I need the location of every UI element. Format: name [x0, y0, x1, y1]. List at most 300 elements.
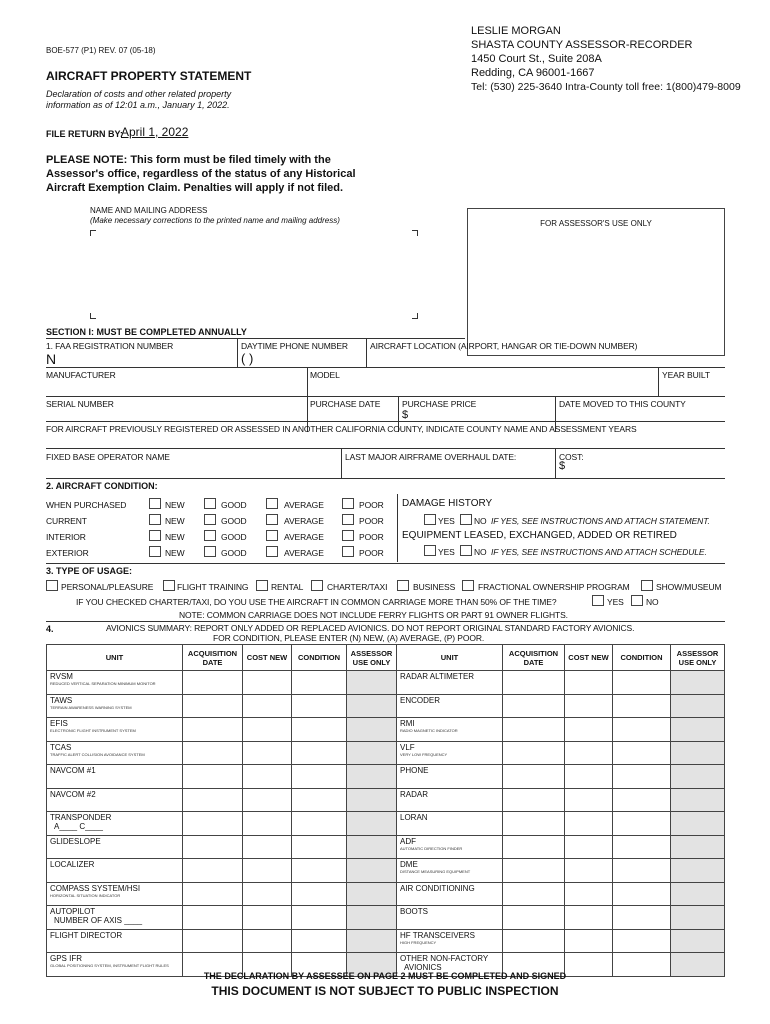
avionics-unit-description: TRAFFIC ALERT COLLISION AVOIDANCE SYSTEM — [50, 751, 145, 757]
section2-title: 2. AIRCRAFT CONDITION: — [46, 481, 158, 491]
acquisition-date-input[interactable] — [503, 835, 565, 859]
avionics-unit-name: RMI — [400, 719, 415, 728]
avionics-header-row — [47, 645, 725, 671]
assessor-office: SHASTA COUNTY ASSESSOR-RECORDER — [471, 39, 693, 51]
condition-input[interactable] — [613, 882, 671, 906]
cost-label: COST: — [559, 452, 584, 462]
condition-input[interactable] — [613, 694, 671, 718]
avionics-unit-cell — [47, 788, 183, 812]
address-note: (Make necessary corrections to the printed name and mailing address) — [90, 216, 340, 225]
avionics-unit-cell — [397, 694, 503, 718]
cond-option: NEW — [165, 500, 185, 510]
acquisition-date-input[interactable] — [503, 859, 565, 883]
condition-input[interactable] — [613, 929, 671, 953]
condition-input[interactable] — [292, 812, 347, 836]
avionics-unit-extra[interactable]: A____ C____ — [54, 822, 103, 831]
col-condition: CONDITION — [292, 645, 347, 671]
avionics-row — [47, 929, 725, 953]
address-label: NAME AND MAILING ADDRESS — [90, 206, 208, 215]
col-assessor-use: ASSESSOR USE ONLY — [347, 645, 397, 671]
cost-new-input[interactable] — [243, 671, 292, 695]
avionics-unit-cell — [47, 812, 183, 836]
assessor-use-cell — [347, 671, 397, 695]
cond-row-label: INTERIOR — [46, 532, 86, 542]
assessor-street: 1450 Court St., Suite 208A — [471, 53, 602, 65]
acquisition-date-input[interactable] — [183, 671, 243, 695]
condition-input[interactable] — [292, 906, 347, 930]
avionics-unit-name: RADAR ALTIMETER — [400, 672, 475, 681]
condition-input[interactable] — [613, 812, 671, 836]
condition-input[interactable] — [613, 859, 671, 883]
avionics-row — [47, 906, 725, 930]
file-return-date: April 1, 2022 — [121, 125, 189, 139]
avionics-unit-name: FLIGHT DIRECTOR — [50, 930, 123, 940]
equipment-yes-checkbox[interactable] — [424, 545, 436, 556]
col-cost-new: COST NEW — [243, 645, 292, 671]
cond-poor-checkbox[interactable] — [342, 546, 354, 557]
condition-input[interactable] — [613, 671, 671, 695]
cond-poor-checkbox[interactable] — [342, 514, 354, 525]
avionics-unit-cell — [47, 882, 183, 906]
cond-option: GOOD — [221, 532, 247, 542]
acquisition-date-input[interactable] — [503, 741, 565, 765]
cond-option: GOOD — [221, 500, 247, 510]
charter-no-label: NO — [646, 597, 659, 607]
avionics-unit-name: ENCODER — [400, 695, 441, 705]
cond-good-checkbox[interactable] — [204, 514, 216, 525]
cond-good-checkbox[interactable] — [204, 546, 216, 557]
avionics-unit-name: OTHER NON-FACTORY — [400, 954, 489, 963]
equipment-no-label: NO — [474, 547, 487, 557]
avionics-unit-name: VLF — [400, 742, 415, 752]
avionics-unit-description: REDUCED VERTICAL SEPARATION MINIMUM MONITOR — [50, 681, 156, 686]
avionics-unit-cell — [397, 906, 503, 930]
assessor-use-cell — [347, 812, 397, 836]
usage-option: FLIGHT TRAINING — [177, 582, 249, 592]
acquisition-date-input[interactable] — [183, 765, 243, 789]
cost-new-input[interactable] — [243, 788, 292, 812]
avionics-unit-description: DISTANCE MEASURING EQUIPMENT — [400, 869, 471, 874]
cond-new-checkbox[interactable] — [149, 514, 161, 525]
assessor-name: LESLIE MORGAN — [471, 25, 561, 37]
avionics-unit-cell — [397, 718, 503, 742]
address-corner-tr — [412, 230, 418, 236]
damage-yes-checkbox[interactable] — [424, 514, 436, 525]
avionics-unit-cell — [397, 859, 503, 883]
avionics-unit-name: NAVCOM #2 — [50, 789, 96, 799]
acquisition-date-input[interactable] — [183, 718, 243, 742]
condition-input[interactable] — [292, 835, 347, 859]
avionics-unit-name: DME — [400, 860, 418, 869]
cost-new-input[interactable] — [565, 835, 613, 859]
cond-average-checkbox[interactable] — [266, 498, 278, 509]
usage-option: CHARTER/TAXI — [327, 582, 388, 592]
form-id: BOE-577 (P1) REV. 07 (05-18) — [46, 46, 156, 55]
cost-new-input[interactable] — [565, 671, 613, 695]
avionics-row — [47, 765, 725, 789]
serial-label: SERIAL NUMBER — [46, 399, 114, 409]
condition-input[interactable] — [613, 765, 671, 789]
footer-line1: THE DECLARATION BY ASSESSEE ON PAGE 2 MUST BE COMPLETED AND SIGNED — [203, 971, 567, 981]
cost-new-input[interactable] — [243, 882, 292, 906]
avionics-unit-description: ELECTRONIC FLIGHT INSTRUMENT SYSTEM — [50, 728, 136, 733]
avionics-unit-name: ADF — [400, 836, 416, 846]
acquisition-date-input[interactable] — [183, 788, 243, 812]
assessor-city: Redding, CA 96001-1667 — [471, 67, 595, 79]
avionics-unit-cell — [47, 718, 183, 742]
acquisition-date-input[interactable] — [183, 812, 243, 836]
address-corner-br — [412, 313, 418, 319]
charter-no-checkbox[interactable] — [631, 595, 643, 606]
assessor-use-cell — [347, 765, 397, 789]
assessor-use-cell — [671, 718, 725, 742]
usage-rental-checkbox[interactable] — [256, 580, 268, 591]
cost-dollar[interactable]: $ — [559, 460, 566, 472]
cost-new-input[interactable] — [243, 859, 292, 883]
cost-new-input[interactable] — [565, 694, 613, 718]
acquisition-date-input[interactable] — [503, 671, 565, 695]
avionics-unit-cell — [47, 741, 183, 765]
cond-good-checkbox[interactable] — [204, 530, 216, 541]
avionics-unit-cell — [47, 859, 183, 883]
avionics-unit-name: HF TRANSCEIVERS — [400, 930, 475, 940]
usage-fractional-checkbox[interactable] — [462, 580, 474, 591]
avionics-summary-line2: FOR CONDITION, PLEASE ENTER (N) NEW, (A) AVERAGE, (P) POOR. — [213, 633, 485, 643]
cost-new-input[interactable] — [565, 765, 613, 789]
cond-option: POOR — [359, 500, 384, 510]
note-line1: PLEASE NOTE: This form must be filed timely with the — [46, 154, 331, 166]
avionics-unit-description: AUTOMATIC DIRECTION FINDER — [400, 845, 463, 851]
cond-option: AVERAGE — [284, 532, 324, 542]
acquisition-date-input[interactable] — [503, 694, 565, 718]
avionics-unit-cell — [397, 671, 503, 695]
prev-assessed-label: FOR AIRCRAFT PREVIOUSLY REGISTERED OR ASSESSED IN ANOTHER CALIFORNIA COUNTY, INDICATE COUNTY NAME AND ASSESSMENT YEARS — [46, 424, 637, 434]
assessor-use-cell — [347, 694, 397, 718]
col-acquisition-date: ACQUISITION DATE — [183, 645, 243, 671]
damage-no-label: NO — [474, 516, 487, 526]
avionics-unit-description: HIGH FREQUENCY — [400, 939, 437, 945]
assessor-use-cell — [347, 835, 397, 859]
col-acquisition-date: ACQUISITION DATE — [503, 645, 565, 671]
cost-new-input[interactable] — [243, 929, 292, 953]
condition-input[interactable] — [292, 882, 347, 906]
assessor-use-cell — [347, 906, 397, 930]
date-moved-label: DATE MOVED TO THIS COUNTY — [559, 399, 686, 409]
assessor-use-cell — [671, 788, 725, 812]
cost-new-input[interactable] — [565, 906, 613, 930]
cond-new-checkbox[interactable] — [149, 546, 161, 557]
avionics-unit-name: RADAR — [400, 789, 429, 799]
condition-input[interactable] — [292, 694, 347, 718]
avionics-table — [46, 644, 725, 977]
avionics-row — [47, 882, 725, 906]
cost-new-input[interactable] — [243, 906, 292, 930]
cond-poor-checkbox[interactable] — [342, 530, 354, 541]
assessor-use-cell — [347, 741, 397, 765]
cond-option: AVERAGE — [284, 516, 324, 526]
cost-new-input[interactable] — [565, 741, 613, 765]
fbo-label: FIXED BASE OPERATOR NAME — [46, 452, 170, 462]
cost-new-input[interactable] — [243, 812, 292, 836]
avionics-unit-name: GLIDESLOPE — [50, 836, 101, 846]
acquisition-date-input[interactable] — [503, 906, 565, 930]
acquisition-date-input[interactable] — [183, 859, 243, 883]
condition-input[interactable] — [292, 788, 347, 812]
acquisition-date-input[interactable] — [183, 741, 243, 765]
charter-question: IF YOU CHECKED CHARTER/TAXI, DO YOU USE THE AIRCRAFT IN COMMON CARRIAGE MORE THAN 50% OF THE TIME? — [76, 597, 557, 607]
condition-input[interactable] — [613, 835, 671, 859]
acquisition-date-input[interactable] — [183, 835, 243, 859]
cost-new-input[interactable] — [243, 765, 292, 789]
assessor-use-cell — [671, 741, 725, 765]
section4-number: 4. — [46, 624, 54, 634]
footer-line2: THIS DOCUMENT IS NOT SUBJECT TO PUBLIC INSPECTION — [211, 984, 559, 998]
cond-option: POOR — [359, 548, 384, 558]
avionics-unit-name: PHONE — [400, 766, 429, 775]
assessor-use-cell — [671, 812, 725, 836]
damage-history-title: DAMAGE HISTORY — [402, 498, 493, 509]
damage-no-checkbox[interactable] — [460, 514, 472, 525]
condition-input[interactable] — [292, 765, 347, 789]
cond-option: NEW — [165, 516, 185, 526]
avionics-unit-description: HORIZONTAL SITUATION INDICATOR — [50, 892, 121, 898]
cond-average-checkbox[interactable] — [266, 514, 278, 525]
assessor-use-cell — [347, 788, 397, 812]
usage-training-checkbox[interactable] — [163, 580, 175, 591]
faa-label: 1. FAA REGISTRATION NUMBER — [46, 341, 174, 351]
avionics-unit-cell — [397, 765, 503, 789]
condition-input[interactable] — [292, 929, 347, 953]
subtitle-line1: Declaration of costs and other related property — [46, 89, 232, 99]
assessor-use-cell — [347, 718, 397, 742]
assessor-use-cell — [671, 882, 725, 906]
purchase-date-label: PURCHASE DATE — [310, 399, 381, 409]
avionics-unit-cell — [397, 882, 503, 906]
acquisition-date-input[interactable] — [503, 929, 565, 953]
phone-label: DAYTIME PHONE NUMBER — [241, 341, 348, 351]
assessor-use-cell — [671, 694, 725, 718]
usage-charter-checkbox[interactable] — [311, 580, 323, 591]
equipment-no-checkbox[interactable] — [460, 545, 472, 556]
cond-average-checkbox[interactable] — [266, 546, 278, 557]
condition-input[interactable] — [292, 859, 347, 883]
avionics-unit-name: COMPASS SYSTEM/HSI — [50, 883, 141, 893]
acquisition-date-input[interactable] — [183, 929, 243, 953]
avionics-unit-name: EFIS — [50, 719, 68, 728]
cost-new-input[interactable] — [565, 718, 613, 742]
usage-option: BUSINESS — [413, 582, 456, 592]
equipment-yes-label: YES — [438, 547, 455, 557]
purchase-price-label: PURCHASE PRICE — [402, 399, 477, 409]
avionics-unit-name: GPS IFR — [50, 954, 83, 963]
assessor-use-cell — [671, 906, 725, 930]
section3-title: 3. TYPE OF USAGE: — [46, 566, 133, 576]
page-title: AIRCRAFT PROPERTY STATEMENT — [46, 69, 252, 83]
avionics-unit-cell — [397, 812, 503, 836]
condition-input[interactable] — [292, 671, 347, 695]
cost-new-input[interactable] — [243, 718, 292, 742]
cond-row-label: CURRENT — [46, 516, 87, 526]
cond-option: GOOD — [221, 516, 247, 526]
avionics-unit-name: RVSM — [50, 672, 73, 681]
avionics-unit-cell — [397, 929, 503, 953]
charter-yes-checkbox[interactable] — [592, 595, 604, 606]
condition-input[interactable] — [292, 718, 347, 742]
avionics-row — [47, 812, 725, 836]
assessor-use-cell — [671, 835, 725, 859]
condition-input[interactable] — [292, 741, 347, 765]
overhaul-label: LAST MAJOR AIRFRAME OVERHAUL DATE: — [345, 452, 517, 462]
assessor-use-cell — [671, 765, 725, 789]
avionics-unit-extra[interactable]: NUMBER OF AXIS ____ — [54, 916, 143, 925]
usage-option: PERSONAL/PLEASURE — [61, 582, 154, 592]
cond-option: POOR — [359, 516, 384, 526]
col-unit: UNIT — [397, 645, 503, 671]
file-return-label: FILE RETURN BY: — [46, 129, 123, 139]
usage-option: RENTAL — [271, 582, 304, 592]
acquisition-date-input[interactable] — [503, 882, 565, 906]
usage-museum-checkbox[interactable] — [641, 580, 653, 591]
avionics-unit-cell — [397, 741, 503, 765]
avionics-unit-cell — [397, 835, 503, 859]
usage-option: FRACTIONAL OWNERSHIP PROGRAM — [478, 582, 630, 592]
equipment-title: EQUIPMENT LEASED, EXCHANGED, ADDED OR RETIRED — [402, 530, 677, 541]
avionics-unit-cell — [47, 929, 183, 953]
cond-average-checkbox[interactable] — [266, 530, 278, 541]
address-corner-bl — [90, 313, 96, 319]
avionics-unit-name: BOOTS — [400, 907, 429, 916]
avionics-unit-cell — [47, 671, 183, 695]
cond-option: NEW — [165, 532, 185, 542]
assessor-use-cell — [347, 929, 397, 953]
avionics-row — [47, 694, 725, 718]
faa-prefix[interactable]: N — [46, 351, 57, 367]
condition-input[interactable] — [613, 718, 671, 742]
carriage-note: NOTE: COMMON CARRIAGE DOES NOT INCLUDE FERRY FLIGHTS OR PART 91 OWNER FLIGHTS. — [179, 610, 568, 620]
assessor-use-label: FOR ASSESSOR'S USE ONLY — [540, 219, 652, 228]
avionics-unit-cell — [47, 835, 183, 859]
condition-input[interactable] — [613, 741, 671, 765]
condition-input[interactable] — [613, 906, 671, 930]
avionics-unit-name: LORAN — [400, 813, 428, 822]
avionics-unit-cell — [397, 788, 503, 812]
cost-new-input[interactable] — [565, 812, 613, 836]
cond-new-checkbox[interactable] — [149, 530, 161, 541]
cond-good-checkbox[interactable] — [204, 498, 216, 509]
cost-new-input[interactable] — [565, 788, 613, 812]
cost-new-input[interactable] — [243, 835, 292, 859]
assessor-use-cell — [671, 859, 725, 883]
avionics-unit-cell — [47, 906, 183, 930]
acquisition-date-input[interactable] — [503, 765, 565, 789]
avionics-row — [47, 741, 725, 765]
cost-new-input[interactable] — [565, 929, 613, 953]
usage-business-checkbox[interactable] — [397, 580, 409, 591]
usage-option: SHOW/MUSEUM — [656, 582, 722, 592]
year-built-label: YEAR BUILT — [662, 370, 710, 380]
avionics-unit-name: LOCALIZER — [50, 860, 95, 869]
assessor-use-cell — [671, 929, 725, 953]
cond-option: GOOD — [221, 548, 247, 558]
assessor-use-cell — [671, 671, 725, 695]
col-unit: UNIT — [47, 645, 183, 671]
avionics-unit-name: NAVCOM #1 — [50, 766, 96, 775]
note-line2: Assessor's office, regardless of the status of any Historical — [46, 168, 356, 180]
avionics-unit-name: AUTOPILOT — [50, 907, 96, 916]
avionics-unit-name: TCAS — [50, 742, 72, 752]
damage-note: IF YES, SEE INSTRUCTIONS AND ATTACH STATEMENT. — [491, 516, 710, 526]
assessor-use-cell — [347, 882, 397, 906]
avionics-unit-description: TERRAIN AWARENESS WARNING SYSTEM — [50, 704, 132, 710]
acquisition-date-input[interactable] — [183, 906, 243, 930]
section1-title: SECTION I: MUST BE COMPLETED ANNUALLY — [46, 327, 247, 337]
col-condition: CONDITION — [613, 645, 671, 671]
avionics-unit-cell — [47, 694, 183, 718]
charter-yes-label: YES — [607, 597, 624, 607]
avionics-unit-description: GLOBAL POSITIONING SYSTEM, INSTRUMENT FLIGHT RULES — [50, 963, 169, 968]
avionics-unit-name: TAWS — [50, 695, 73, 705]
avionics-summary-line1: AVIONICS SUMMARY: REPORT ONLY ADDED OR REPLACED AVIONICS. DO NOT REPORT ORIGINAL STANDARD FACTORY AVIONICS. — [106, 623, 635, 633]
assessor-phone: Tel: (530) 225-3640 Intra-County toll free: 1(800)479-8009 — [471, 81, 741, 93]
phone-input[interactable]: ( ) — [241, 351, 254, 366]
cond-option: NEW — [165, 548, 185, 558]
acquisition-date-input[interactable] — [183, 882, 243, 906]
cost-new-input[interactable] — [565, 859, 613, 883]
acquisition-date-input[interactable] — [503, 788, 565, 812]
avionics-unit-name: AIR CONDITIONING — [400, 883, 475, 893]
avionics-unit-name: TRANSPONDER — [50, 813, 112, 822]
location-label: AIRCRAFT LOCATION (AIRPORT, HANGAR OR TIE-DOWN NUMBER) — [370, 341, 638, 351]
manufacturer-label: MANUFACTURER — [46, 370, 116, 380]
damage-yes-label: YES — [438, 516, 455, 526]
avionics-row — [47, 859, 725, 883]
address-corner-tl — [90, 230, 96, 236]
avionics-row — [47, 671, 725, 695]
acquisition-date-input[interactable] — [503, 812, 565, 836]
avionics-unit-cell — [47, 765, 183, 789]
cond-new-checkbox[interactable] — [149, 498, 161, 509]
usage-personal-checkbox[interactable] — [46, 580, 58, 591]
condition-input[interactable] — [613, 788, 671, 812]
avionics-unit-description: RADIO MAGNETIC INDICATOR — [400, 728, 458, 733]
assessor-use-box — [467, 208, 725, 356]
cond-option: AVERAGE — [284, 548, 324, 558]
cond-option: POOR — [359, 532, 384, 542]
avionics-unit-extra[interactable]: AVIONICS — [404, 963, 442, 972]
cond-option: AVERAGE — [284, 500, 324, 510]
cond-row-label: EXTERIOR — [46, 548, 89, 558]
assessor-use-cell — [347, 859, 397, 883]
subtitle-line2: information as of 12:01 a.m., January 1, 2022. — [46, 100, 230, 110]
avionics-row — [47, 788, 725, 812]
cost-new-input[interactable] — [565, 882, 613, 906]
note-line3: Aircraft Exemption Claim. Penalties will apply if not filed. — [46, 182, 344, 194]
avionics-row — [47, 718, 725, 742]
cond-poor-checkbox[interactable] — [342, 498, 354, 509]
acquisition-date-input[interactable] — [503, 718, 565, 742]
equipment-note: IF YES, SEE INSTRUCTIONS AND ATTACH SCHEDULE. — [491, 547, 707, 557]
col-assessor-use: ASSESSOR USE ONLY — [671, 645, 725, 671]
col-cost-new: COST NEW — [565, 645, 613, 671]
model-label: MODEL — [310, 370, 340, 380]
cost-new-input[interactable] — [243, 694, 292, 718]
cost-new-input[interactable] — [243, 741, 292, 765]
acquisition-date-input[interactable] — [183, 694, 243, 718]
purchase-price-dollar[interactable]: $ — [402, 409, 409, 421]
avionics-unit-description: VERY LOW FREQUENCY — [400, 751, 448, 757]
cond-row-label: WHEN PURCHASED — [46, 500, 127, 510]
avionics-row — [47, 835, 725, 859]
